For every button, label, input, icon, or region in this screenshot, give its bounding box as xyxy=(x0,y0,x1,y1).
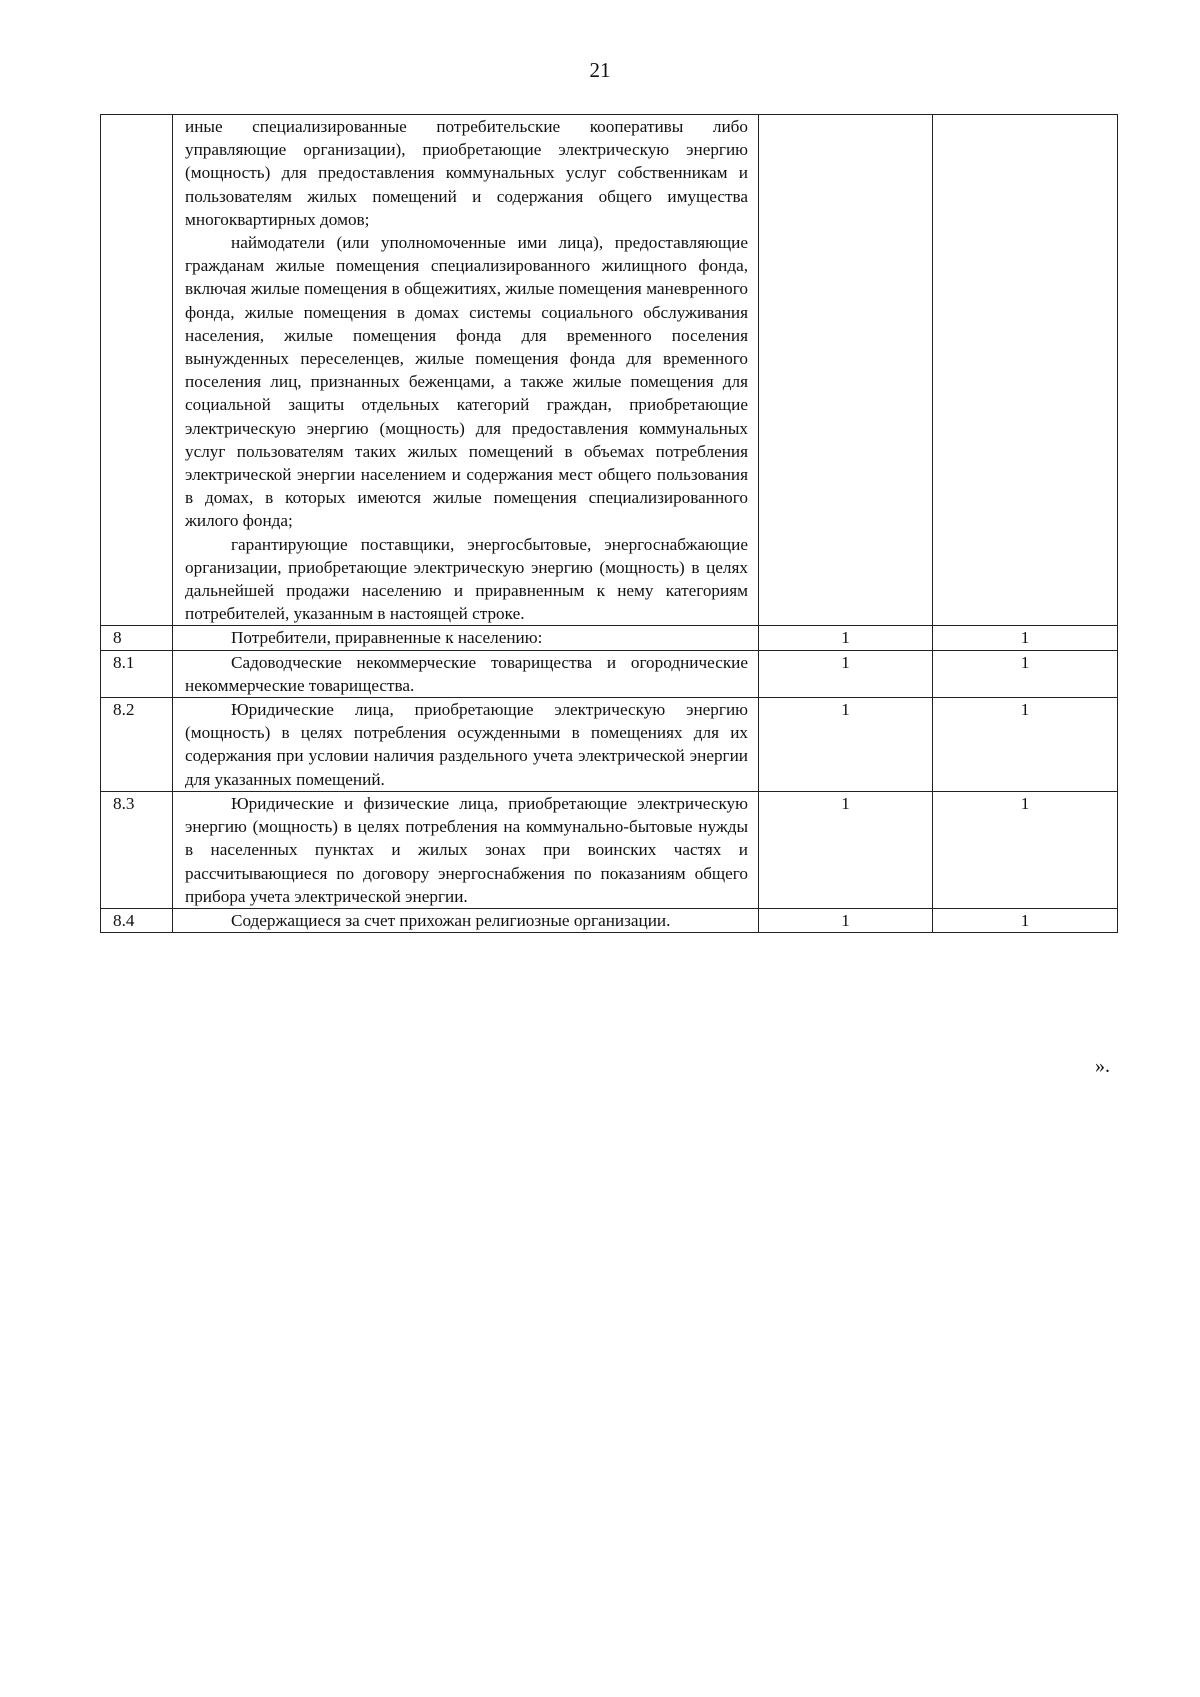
col3-value: 1 xyxy=(759,908,933,932)
continuation-paragraph-2: наймодатели (или уполномоченные ими лица), предоставляющие гражданам жилые помещения специализированного жилищного фонда, включая жилые помещения в общежитиях, жилые помещения маневренного фонда, жилые помещения в домах системы социального обслуживания населения, жилые помещения фонда для временного поселения вынужденных переселенцев, жилые помещения фонда для временного поселения лиц, признанных беженцами, а также жилые помещения для социальной защиты отдельных категорий граждан, приобретающие электрическую энергию (мощность) для предоставления коммунальных услуг пользователям таких жилых помещений в объемах потребления электрической энергии населением и содержания мест общего пользования в домах, в которых имеются жилые помещения специализированного жилого фонда; xyxy=(185,233,748,531)
row-text: Содержащиеся за счет прихожан религиозные организации. xyxy=(231,910,671,930)
col3-value: 1 xyxy=(759,650,933,697)
col3-cell xyxy=(759,115,933,626)
row-number-cell: 8.3 xyxy=(101,791,173,908)
col3-value: 1 xyxy=(759,698,933,792)
row-text-cell xyxy=(173,650,759,697)
row-text-cell xyxy=(173,791,759,908)
continuation-paragraph-3: гарантирующие поставщики, энергосбытовые, энергоснабжающие организации, приобретающие электрическую энергию (мощность) в целях дальнейшей продажи населению и приравненным к нему категориям потребителей, указанным в настоящей строке. xyxy=(185,534,748,624)
col3-value: 1 xyxy=(759,626,933,650)
table-row xyxy=(101,650,1118,697)
row-text-cell xyxy=(173,698,759,792)
col4-value: 1 xyxy=(933,791,1118,908)
table-row xyxy=(101,908,1118,932)
table-row-continuation xyxy=(101,115,1118,626)
row-number-cell xyxy=(101,115,173,626)
col4-value: 1 xyxy=(933,626,1118,650)
row-text-cell xyxy=(173,908,759,932)
col4-value: 1 xyxy=(933,650,1118,697)
table-row xyxy=(101,698,1118,792)
row-text: Юридические лица, приобретающие электрическую энергию (мощность) в целях потребления осужденными в помещениях для их содержания при условии наличия раздельного учета электрической энергии для указанных помещений. xyxy=(185,700,748,789)
closing-quote-mark: ». xyxy=(1095,1055,1110,1077)
row-number-cell: 8.2 xyxy=(101,698,173,792)
page-number: 21 xyxy=(589,58,611,82)
row-text: Юридические и физические лица, приобретающие электрическую энергию (мощность) в целях потребления на коммунально-бытовые нужды в населенных пунктах и жилых зонах при воинских частях и рассчитывающиеся по договору энергоснабжения по показаниям общего прибора учета электрической энергии. xyxy=(185,793,748,906)
row-text-cell xyxy=(173,115,759,626)
continuation-paragraph-1: иные специализированные потребительские кооперативы либо управляющие организации), приобретающие электрическую энергию (мощность) для предоставления коммунальных услуг собственникам и пользователям жилых помещений и содержания общего имущества многоквартирных домов; xyxy=(185,117,748,229)
row-text: Потребители, приравненные к населению: xyxy=(231,628,543,648)
row-number-cell: 8.1 xyxy=(101,650,173,697)
tariff-table xyxy=(100,114,1118,933)
table-row xyxy=(101,626,1118,650)
table-row xyxy=(101,791,1118,908)
col4-value: 1 xyxy=(933,908,1118,932)
row-text: Садоводческие некоммерческие товарищества и огороднические некоммерческие товарищества. xyxy=(185,652,748,695)
col4-value: 1 xyxy=(933,698,1118,792)
col4-cell xyxy=(933,115,1118,626)
row-text-cell xyxy=(173,626,759,650)
col3-value: 1 xyxy=(759,791,933,908)
row-number-cell: 8 xyxy=(101,626,173,650)
row-number-cell: 8.4 xyxy=(101,908,173,932)
